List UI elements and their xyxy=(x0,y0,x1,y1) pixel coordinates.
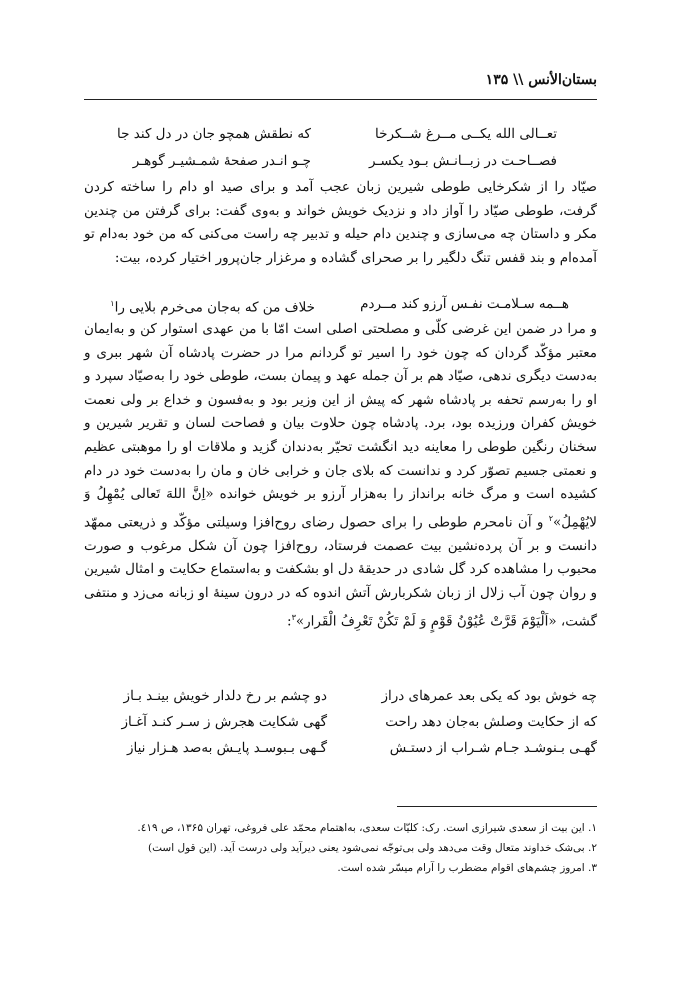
paragraph-text xyxy=(84,318,597,634)
header-rule xyxy=(84,99,597,100)
paragraph-text-part: و آن نامحرم طوطی را برای حصول رضای روح‌افزا وسیلتی مؤکّد و ذریعتی ممهّد دانست و بر آن پرده‌نشین بیت عصمت فرستاد، روح‌افزا چون آن شکل مرغوب و صورت محبوب را مشاهده کرد گل شادی در حدیقۀ دل او بشکفت و به‌استماع حکایت و امثال شیرین و روان چون آب زلال از زبان شکربارش آتش اندوه که در درون سینۀ او زبانه می‌زد و منتفی گشت، «اَلْیَوْمَ قَرَّتْ عُیُوْنُ قَوْمٍ وَ لَمْ تَکُنْ تَعْرِفُ الْقَرار» xyxy=(84,514,597,630)
hemistich-second: چـو انـدر صفحۀ شمـشیـر گوهـر xyxy=(132,153,311,169)
verse-line xyxy=(84,684,597,708)
paragraph-text: صیّاد را از شکرخایی طوطی شیرین زبان عجب آمد و برای صید او دام را ساخته کردن گرفت، طوطی صیّاد را آواز داد و نزدیک خویش خواند و به‌وی گفت: برای گرفتن من چندین مکر و داستان چه می‌سازی و چندین دام حیله و تدبیر چه راست می‌کنی که من خود به‌دام تو آمده‌ام و بند قفس تنگ دلگیر را بر صحرای گشاده و مرغزار جان‌پرور اختیار کرده، بیت: xyxy=(84,179,597,266)
footnote-ref: ۲ xyxy=(548,513,554,523)
footnote: ۳. امروز چشم‌های اقوام مضطرب را آرام میسّر شده است. xyxy=(337,862,597,874)
footnote: ۱. این بیت از سعدی شیرازی است. رک: کلیّات سعدی، به‌اهتمام محمّد علی فروغی، تهران ۱۳۶۵، ص ٤١٩. xyxy=(137,822,597,834)
hemistich-second: دو چشم بر رخ دلدار خویش بینـد بـاز xyxy=(123,688,327,704)
hemistich-first: تعــالی الله یکــی مــرغ شــکرخا xyxy=(375,126,557,142)
verse-line xyxy=(84,149,597,173)
hemistich-first: که از حکایت وصلش به‌جان دهد راحت xyxy=(385,714,597,730)
verse-line xyxy=(84,292,597,316)
running-header xyxy=(84,72,597,88)
footnote-ref: ۳ xyxy=(291,612,296,622)
paragraph xyxy=(84,176,597,270)
hemistich-first: هــمه سـلامـت نفـس آرزو کند مــردم xyxy=(360,296,569,312)
hemistich-first: گهـی بـنوشـد جـام شـراب از دستـش xyxy=(389,740,597,756)
verse-line xyxy=(84,710,597,734)
footnote-ref: ۱ xyxy=(110,299,115,308)
hemistich-first: فصــاحـت در زبــانـش بـود یکسـر xyxy=(368,153,557,169)
hemistich-second: که نطقش همچو جان در دل کند جا xyxy=(117,126,311,142)
footnote-rule xyxy=(397,806,597,807)
hemistich-text: خلاف من که به‌جان می‌خرم بلایی را xyxy=(114,299,315,316)
hemistich-second xyxy=(110,292,315,320)
paragraph xyxy=(84,318,597,634)
footnote: ۲. بی‌شک خداوند متعال وقت می‌دهد ولی بی‌توجّه نمی‌شود یعنی دیرآید ولی درست آید. (این قول است) xyxy=(147,842,597,854)
paragraph-text-part: و مرا در ضمن این غرضی کلّی و مصلحتی اصلی است امّا با من عهدی استوار کن و به‌ایمان معتبر مؤکّد گردان که چون خود را اسیر تو گردانم مرا در حضرت پادشاه آن شهر ببری و به‌دست دیگری ندهی، صیّاد هم بر آن جمله عهد و پیمان بست، طوطی خود را به‌صیّاد سپرد و او را به‌رسم تحفه بر پادشاه شهر که پیش از این وزیر بود و به‌فسون و خداع بر ولی نعمت خویش کفران ورزیده بود، برد. پادشاه چون حلاوت بیان و فصاحت لسان و تقریر شیرین و سخنان رنگین طوطی را معاینه دید انگشت تحیّر به‌دندان گزید و ملاقات او را موهبتی عظیم و نعمتی جسیم تصوّر کرد و ندانست که بلای جان و خرابی خان و مان را به‌دست خود در دام کشیده است و مرگ خانه برانداز را به‌هزار آرزو بر خویش خوانده «اِنَّ اللهَ تَعالی یُمْهِلُ وَ لایُهْمِلُ» xyxy=(84,321,597,531)
running-title: بستان‌الأنس \\ ۱۳۵ xyxy=(485,72,597,88)
footnotes xyxy=(84,818,597,878)
hemistich-first: چه خوش بود که یکی بعد عمرهای دراز xyxy=(381,688,597,704)
hemistich-second: گـهی بـبوسـد پایـش به‌صد هـزار نیاز xyxy=(126,740,327,756)
verse-line xyxy=(84,122,597,146)
verse-line xyxy=(84,736,597,760)
hemistich-second: گهی شکایت هجرش ز سـر کنـد آغـاز xyxy=(121,714,327,730)
paragraph-text-part: : xyxy=(287,613,292,630)
